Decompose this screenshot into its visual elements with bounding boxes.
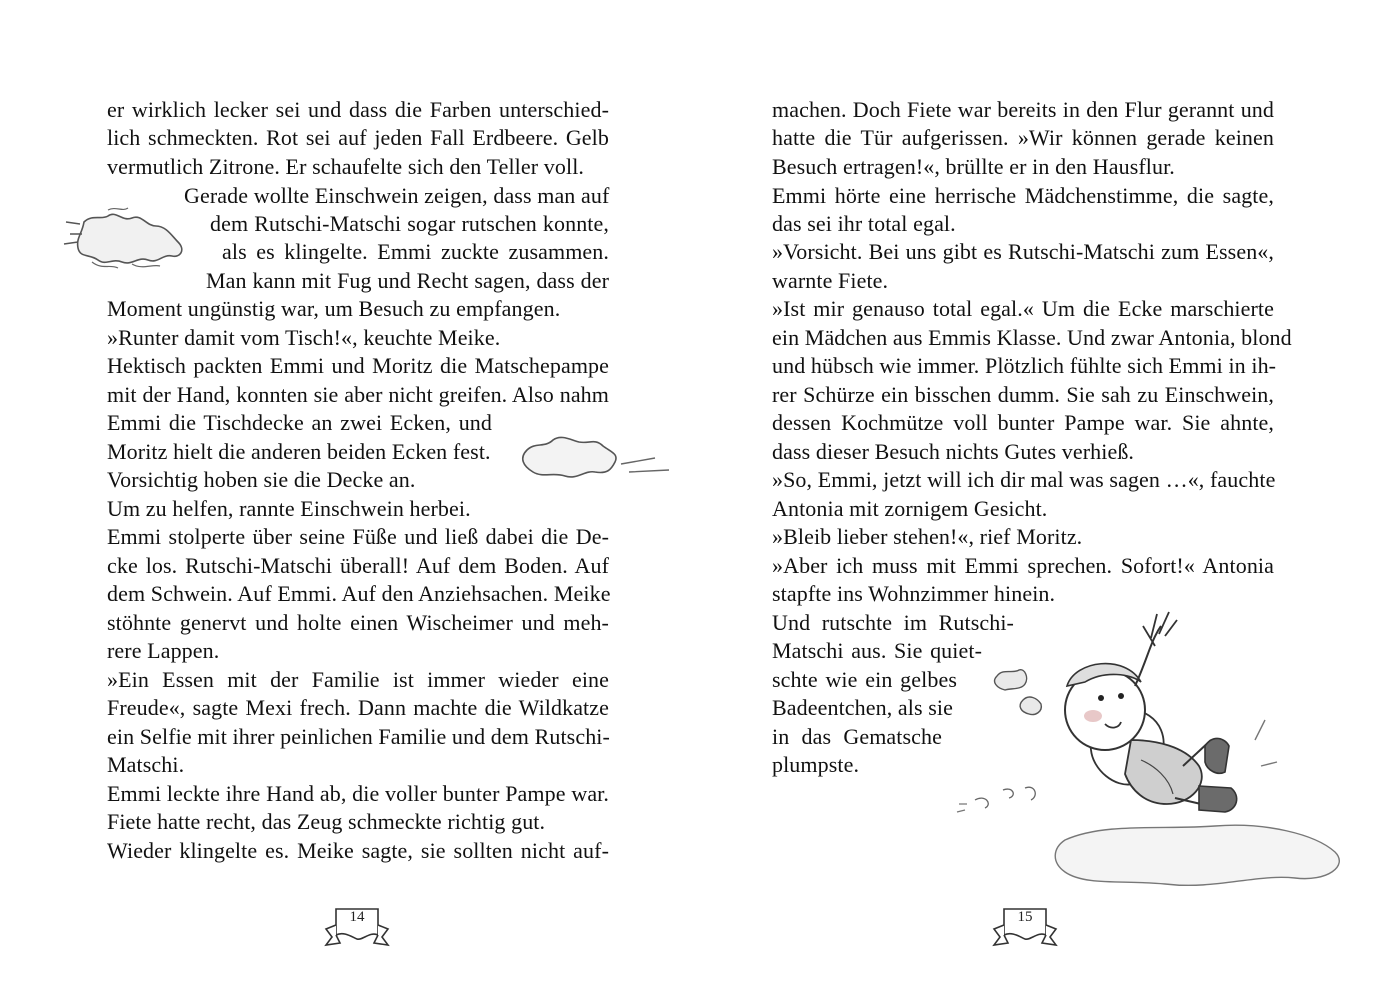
text-line: lich schmeckten. Rot sei auf jeden Fall Erdbeere. Gelb	[107, 125, 609, 150]
text-line: Emmi hörte eine herrische Mädchenstimme, die sagte,	[772, 183, 1274, 208]
text-line: dem Rutschi-Matschi sogar rutschen konnte,	[210, 211, 609, 236]
page-number-banner	[322, 905, 392, 955]
text-line: Um zu helfen, rannte Einschwein herbei.	[107, 496, 471, 521]
text-line: Matschi.	[107, 752, 185, 777]
text-line: hatte die Tür aufgerissen. »Wir können gerade keinen	[772, 125, 1274, 150]
paint-splat-illustration	[515, 430, 675, 490]
text-line: »Bleib lieber stehen!«, rief Moritz.	[772, 524, 1083, 549]
left-page	[0, 0, 690, 1000]
text-line: Badeentchen, als sie	[772, 695, 953, 720]
text-line: »So, Emmi, jetzt will ich dir mal was sagen …«, fauchte	[772, 467, 1276, 492]
text-line: ein Mädchen aus Emmis Klasse. Und zwar Antonia, blond	[772, 325, 1292, 350]
text-line: »Aber ich muss mit Emmi sprechen. Sofort!« Antonia	[772, 553, 1274, 578]
page-number: 15	[1017, 909, 1033, 925]
text-line: mit der Hand, konnten sie aber nicht greifen. Also nahm	[107, 382, 609, 407]
text-line: stöhnte genervt und holte einen Wischeimer und meh-	[107, 610, 609, 635]
text-line: Antonia mit zornigem Gesicht.	[772, 496, 1048, 521]
girl-slipping-illustration	[955, 590, 1355, 910]
text-line: ein Selfie mit ihrer peinlichen Familie und dem Rutschi-	[107, 724, 610, 749]
text-line: Man kann mit Fug und Recht sagen, dass der	[206, 268, 609, 293]
text-line: »Ein Essen mit der Familie ist immer wieder eine	[107, 667, 609, 692]
text-line: Moritz hielt die anderen beiden Ecken fest.	[107, 439, 491, 464]
text-line: Wieder klingelte es. Meike sagte, sie sollten nicht auf-	[107, 838, 609, 863]
text-line: Hektisch packten Emmi und Moritz die Matschepampe	[107, 353, 609, 378]
text-line: warnte Fiete.	[772, 268, 889, 293]
text-line: dem Schwein. Auf Emmi. Auf den Anziehsachen. Meike	[107, 581, 611, 606]
text-line: Vorsichtig hoben sie die Decke an.	[107, 467, 416, 492]
text-line: dessen Kochmütze voll bunter Pampe war. Sie ahnte,	[772, 410, 1274, 435]
paint-splat-illustration	[62, 200, 192, 275]
text-line: dass dieser Besuch nichts Gutes verhieß.	[772, 439, 1135, 464]
text-line: das sei ihr total egal.	[772, 211, 956, 236]
text-line: vermutlich Zitrone. Er schaufelte sich den Teller voll.	[107, 154, 585, 179]
text-line: schte wie ein gelbes	[772, 667, 957, 692]
text-line: plumpste.	[772, 752, 860, 777]
text-line: Gerade wollte Einschwein zeigen, dass man auf	[184, 183, 610, 208]
text-line: »Runter damit vom Tisch!«, keuchte Meike.	[107, 325, 501, 350]
page-number-banner	[990, 905, 1060, 955]
text-line: er wirklich lecker sei und dass die Farben unterschied-	[107, 97, 609, 122]
text-line: Matschi aus. Sie quiet-	[772, 638, 982, 663]
text-line: in das Gematsche	[772, 724, 942, 749]
text-line: als es klingelte. Emmi zuckte zusammen.	[222, 239, 609, 264]
text-line: »Ist mir genauso total egal.« Um die Ecke marschierte	[772, 296, 1274, 321]
text-line: Emmi leckte ihre Hand ab, die voller bunter Pampe war.	[107, 781, 609, 806]
text-line: Moment ungünstig war, um Besuch zu empfangen.	[107, 296, 561, 321]
text-line: Besuch ertragen!«, brüllte er in den Hausflur.	[772, 154, 1175, 179]
text-line: Emmi stolperte über seine Füße und ließ dabei die De-	[107, 524, 609, 549]
text-line: »Vorsicht. Bei uns gibt es Rutschi-Matschi zum Essen«,	[772, 239, 1274, 264]
text-line: rer Schürze ein bisschen dumm. Sie sah zu Einschwein,	[772, 382, 1274, 407]
text-line: Emmi die Tischdecke an zwei Ecken, und	[107, 410, 492, 435]
text-line: Und rutschte im Rutschi-	[772, 610, 1014, 635]
text-line: rere Lappen.	[107, 638, 220, 663]
text-line: machen. Doch Fiete war bereits in den Flur gerannt und	[772, 97, 1274, 122]
text-line: cke los. Rutschi-Matschi überall! Auf dem Boden. Auf	[107, 553, 609, 578]
text-line: stapfte ins Wohnzimmer hinein.	[772, 581, 1056, 606]
text-line: Fiete hatte recht, das Zeug schmeckte richtig gut.	[107, 809, 546, 834]
right-page	[690, 0, 1381, 1000]
text-line: Freude«, sagte Mexi frech. Dann machte die Wildkatze	[107, 695, 609, 720]
page-number: 14	[349, 909, 365, 925]
text-line: und hübsch wie immer. Plötzlich fühlte sich Emmi in ih-	[772, 353, 1277, 378]
